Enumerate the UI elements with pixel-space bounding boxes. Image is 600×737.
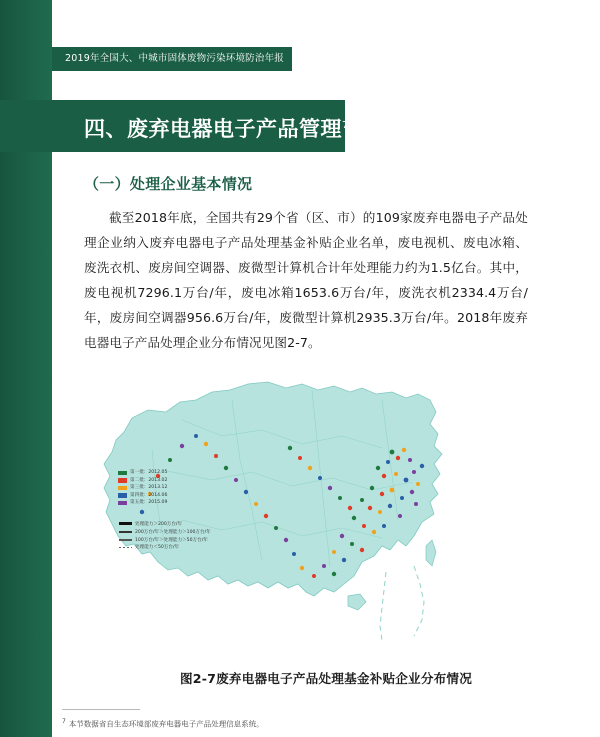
taiwan-island <box>426 540 436 566</box>
legend-label: 第一批：2012.05 <box>130 470 168 475</box>
body-paragraph: 截至2018年底，全国共有29个省（区、市）的109家废弃电器电子产品处理企业纳入废弃电器电子产品处理基金补贴企业名单，废电视机、废电冰箱、废洗衣机、废房间空调器、废微型计算机合计年处理能力约为1.5亿台。其中，废电视机7296.1万台/年，废电冰箱1653.6万台/年，废洗衣机2334.4万台/年，废房间空调器956.6万台/年，废微型计算机2935.3万台/年。2018年废弃电器电子产品处理企业分布情况见图2-7。 <box>84 210 528 350</box>
legend-swatch <box>118 478 127 482</box>
capacity-bar-mid-icon <box>118 529 132 537</box>
running-header-text: 2019年全国大、中城市固体废物污染环境防治年报 <box>65 53 284 64</box>
legend-label: 第二批：2013.02 <box>130 477 168 483</box>
legend-row <box>118 484 268 492</box>
legend-swatch <box>118 486 127 490</box>
legend-batches <box>118 469 268 507</box>
legend-row <box>118 477 268 485</box>
legend-capacity <box>118 521 288 552</box>
legend-label: 处理能力＞200万台/年 <box>135 522 183 527</box>
legend-label: 200万台/年＞处理能力＞100万台/年 <box>135 529 211 535</box>
legend-label: 100万台/年＞处理能力＞50万台/年 <box>135 537 208 543</box>
capacity-bar-dash-icon <box>118 544 132 552</box>
legend-row <box>118 529 288 537</box>
footnote-marker: 7 <box>62 718 66 725</box>
chapter-footnote-marker: 7 <box>342 120 349 131</box>
footnote-divider <box>62 709 140 710</box>
legend-row <box>118 537 288 545</box>
legend-label: 第四批：2014.06 <box>130 492 168 498</box>
legend-swatch <box>118 501 127 505</box>
legend-row <box>118 499 268 507</box>
legend-label: 第三批：2013.12 <box>130 485 168 491</box>
legend-swatch <box>118 493 127 497</box>
capacity-bar-thick-icon <box>118 521 132 529</box>
running-header <box>52 47 600 71</box>
figure-caption: 图2-7废弃电器电子产品处理基金补贴企业分布情况 <box>179 671 473 686</box>
legend-label: 第五批：2015.09 <box>130 500 168 506</box>
legend-row <box>118 492 268 500</box>
legend-row <box>118 521 288 529</box>
south-china-sea-inset <box>380 566 424 640</box>
chapter-title <box>84 112 349 143</box>
chapter-title-text: 四、废弃电器电子产品管理 <box>84 117 342 141</box>
legend-label: 处理能力＜50万台/年 <box>135 545 180 551</box>
section-heading: （一）处理企业基本情况 <box>84 175 253 193</box>
legend-swatch <box>118 471 127 475</box>
footnote-text: 本节数据省自生态环境部废弃电器电子产品处理信息系统。 <box>68 719 264 729</box>
footnote <box>62 716 522 729</box>
legend-row <box>118 469 268 477</box>
capacity-bar-thin-icon <box>118 537 132 545</box>
hainan-island <box>348 594 366 610</box>
legend-row <box>118 544 288 552</box>
